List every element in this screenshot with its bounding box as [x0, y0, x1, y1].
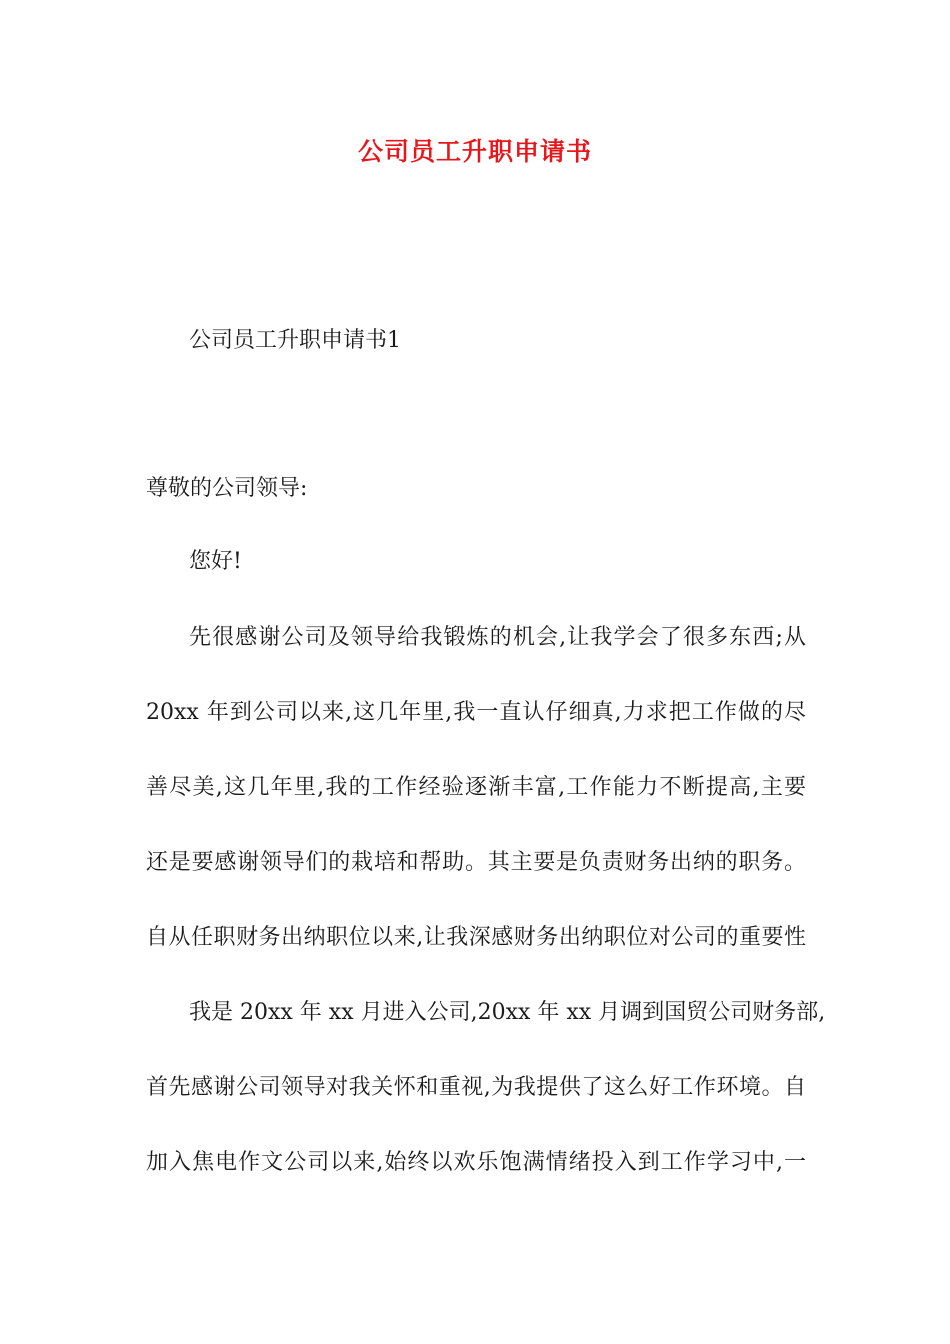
- paragraph-line: 加入焦电作文公司以来,始终以欢乐饱满情绪投入到工作学习中,一: [146, 1150, 806, 1175]
- document-title: 公司员工升职申请书: [357, 137, 592, 166]
- greeting: 您好!: [189, 549, 242, 574]
- salutation: 尊敬的公司领导:: [146, 476, 308, 501]
- paragraph-line: 自从任职财务出纳职位以来,让我深感财务出纳职位对公司的重要性: [146, 925, 806, 950]
- paragraph-line: 还是要感谢领导们的栽培和帮助。其主要是负责财务出纳的职务。: [146, 850, 806, 875]
- paragraph-line: 20xx 年到公司以来,这几年里,我一直认仔细真,力求把工作做的尽: [146, 700, 806, 725]
- paragraph-line: 先很感谢公司及领导给我锻炼的机会,让我学会了很多东西;从: [189, 625, 806, 650]
- paragraph-line: 我是 20xx 年 xx 月进入公司,20xx 年 xx 月调到国贸公司财务部,: [189, 1000, 826, 1025]
- paragraph-line: 首先感谢公司领导对我关怀和重视,为我提供了这么好工作环境。自: [146, 1075, 806, 1100]
- section-heading: 公司员工升职申请书1: [189, 328, 401, 353]
- paragraph-line: 善尽美,这几年里,我的工作经验逐渐丰富,工作能力不断提高,主要: [146, 775, 806, 800]
